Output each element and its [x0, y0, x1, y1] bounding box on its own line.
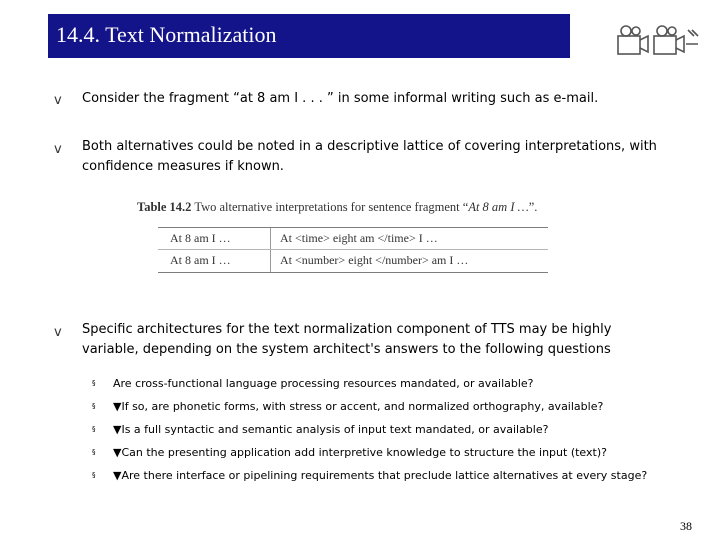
page-number: 38 [680, 519, 692, 533]
bullet-marker: v [54, 93, 62, 108]
table-cell-left: At 8 am I … [170, 231, 231, 245]
bullet-text-line: confidence measures if known. [82, 159, 284, 174]
table-caption [137, 200, 537, 215]
table-cell-right: At <number> eight </number> am I … [280, 253, 469, 267]
sub-bullet-marker: § [92, 379, 96, 387]
bullet-text: Consider the fragment “at 8 am I . . . ” in some informal writing such as e-mail. [82, 91, 599, 106]
table-caption-end: ”. [528, 200, 538, 214]
question-item: ▼If so, are phonetic forms, with stress or accent, and normalized orthography, available? [113, 400, 604, 413]
sub-bullet-marker: § [92, 471, 96, 479]
table-caption-italic: At 8 am I … [468, 200, 529, 214]
sub-bullet-marker: § [92, 425, 96, 433]
bullet-text [82, 137, 657, 177]
projector-reels-logo-icon [614, 22, 706, 62]
interpretation-table [158, 227, 548, 273]
slide-title-bar [48, 14, 570, 58]
sub-bullet-marker: § [92, 402, 96, 410]
table-caption-text: Two alternative interpretations for sentence fragment “ [191, 200, 469, 214]
table-row [158, 228, 548, 249]
question-item: ▼Are there interface or pipelining requirements that preclude lattice alternatives at every stage? [113, 469, 648, 482]
bullet-text-line: Both alternatives could be noted in a descriptive lattice of covering interpretations, with [82, 139, 657, 154]
table-cell-right: At <time> eight am </time> I … [280, 231, 438, 245]
question-item: ▼Is a full syntactic and semantic analysis of input text mandated, or available? [113, 423, 549, 436]
bullet-text-line: variable, depending on the system architect's answers to the following questions [82, 342, 611, 357]
bullet-marker: v [54, 142, 62, 157]
slide-title: 14.4. Text Normalization [56, 22, 277, 47]
table-cell-left: At 8 am I … [170, 253, 231, 267]
question-item: ▼Can the presenting application add interpretive knowledge to structure the input (text)? [113, 446, 607, 459]
bullet-text [82, 320, 611, 360]
table-caption-label: Table 14.2 [137, 200, 192, 214]
table-row [158, 250, 548, 271]
bullet-text-line: Specific architectures for the text normalization component of TTS may be highly [82, 322, 612, 337]
bullet-marker: v [54, 325, 62, 340]
sub-bullet-marker: § [92, 448, 96, 456]
question-item: Are cross-functional language processing resources mandated, or available? [113, 377, 534, 390]
